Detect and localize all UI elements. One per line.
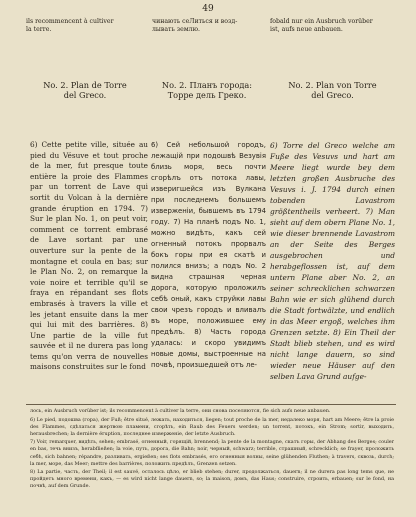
heading-french-line-1: No. 2. Plan de Torre [43,80,127,90]
heading-french-line-2: del Greco. [63,90,107,100]
top-line-russian-1: чинають сеЛиться и возд- [152,18,238,25]
notes-divider [26,404,396,405]
footnote-7: 7) Voir, remarquer, видѣть, sehen; embrasé, огненный, горящій, brennend; la pente de la montagne, скатъ горы, der Abhang des Berges; couler en bas, течь внизъ, herabfließen; la voie, путь, дорога, die Bahn; noir, черный, schwarz; terrible, страшный, schrecklich; se frayer, проложить себѣ, sich bahnen; répandre, разливать, ergießen; ses flots embrasés, его огненныя волны, seine glühenden Fluthen; à travers, сквозь, durch; la mer, море, das Meer; mettre des barrières, положить предѣлъ, Grenzen setzen. [30,439,394,467]
top-continuation-german [270,18,395,34]
top-line-french-2: la terre. [26,26,52,33]
body-german [270,140,395,382]
top-continuation-russian [152,18,262,34]
body-french-text: 6) Cette petite ville, située au pied du Vésuve et tout proche de la mer, fut presque toute entière la proie des Flammes par un torrent de Lave qui sortit du Volcan à la dernière grande éruption en 1794. 7) Sur le plan No. 1, on peut voir, comment ce torrent embrasé de Lave sortant par une ouverture sur la pente de la montagne et coula en bas; sur le Plan No. 2, on remarque la voie noire et terrible qu'il se fraya en répandant ses flots embrasés à travers la ville et les jetant ensuite dans la mer qui lui mit des barrières. 8) Une partie de la ville fut sauvée et il ne durera pas long tems qu'on verra de nouvelles maisons construites sur le fond [30,140,148,372]
body-french [30,140,148,373]
footnote-6: 6) Le pied, подошва (гора), der Fuß; être situé, лежать, находиться, liegen; tout proche de la mer, недалеко моря, hart am Meere; être la proie des Flammes, сдѣлаться жертвою пламени, сгорѣть, ein Raub des Feuers werden; un torrent, потокъ, ein Strom; sortir, выходить, herausbrechen; la dernière éruption, последнее изверженіе, der letzte Ausbruch. [30,416,394,437]
body-russian-text: 6) Сей небольшой городъ, лежащій при подошвѣ Везувія близь моря, весь почти сгорѣлъ отъ потока лавы, изверигшейся изъ Вулкана при последнемъ большемъ изверженіи, бывшемъ въ 1794 году. 7) На планѣ подъ No. 1, можно видѣть, какъ сей огненный потокъ прорвалъ бокъ горы при ея скатѣ и полился внизъ; а подъ No. 2 видна страшная черная дорога, которую проложилъ себѣ оный, какъ струйки лавы свои чрезъ городъ и вливалъ въ море, положившее ему предѣлъ. 8) Часть города удалась: и скоро увидимъ новые домы, выстроенные на почвѣ, произшедшей отъ ле- [151,141,266,369]
top-line-french-1: ils recommencent à cultiver [26,18,114,25]
heading-german-line-2: del Greco. [311,90,354,100]
heading-french [26,80,144,100]
footnotes [30,408,394,492]
body-russian [151,140,266,371]
heading-german [270,80,395,100]
footnote-8: 8) La partie, часть, der Theil; il est sauvé, осталось цѣло, er blieb stehen; durer, продолжаться, dauern; il ne durera pas long tems que, не пройдетъ много времени, какъ, — es wird nicht lange dauern, so; la maison, домъ, das Haus; construire, строить, erbauen; sur le fond, на почвѣ, auf dem Grunde. [30,469,394,490]
top-line-german-1: fobald nur ein Ausbruch vorüber [270,18,373,25]
top-continuation-french [26,18,144,34]
body-german-text: 6) Torre del Greco welche am Fuße des Vesuvs und hart am Meere liegt wurde bey dem letzten großen Ausbruche des Vesuvs i. J. 1794 durch einen tobenden Lavastrom größtentheils verheert. 7) Man sieht auf dem obern Plane No. 1, wie dieser brennende Lavastrom an der Seite des Berges ausgebrochen und herabgeflossen ist, auf dem untern Plane aber No. 2, an seiner schrecklichen schwarzen Bahn wie er sich glühend durch die Stadt fortwälzte, und endlich in das Meer ergoß, welches ihm Grenzen setzte. 8) Ein Theil der Stadt blieb stehen, und es wird nicht lange dauern, so sind wieder neue Häuser auf den selben Lava Grund aufge- [270,141,395,381]
heading-russian [152,80,262,100]
page-number: 49 [202,4,214,14]
heading-german-line-1: No. 2. Plan von Torre [288,80,377,90]
footnote-0: лось, ein Ausbruch vorüber ist; ils recommencent à cultiver la terre, они снова поселяются, fie sich aufs neue anbauen. [30,408,331,414]
heading-russian-line-2: Торре дель Греко. [167,90,247,100]
heading-russian-line-1: No. 2. Планъ города: [161,80,253,90]
top-line-russian-2: лывать землю. [152,26,200,33]
top-line-german-2: ist, aufs neue anbauen. [270,26,343,33]
